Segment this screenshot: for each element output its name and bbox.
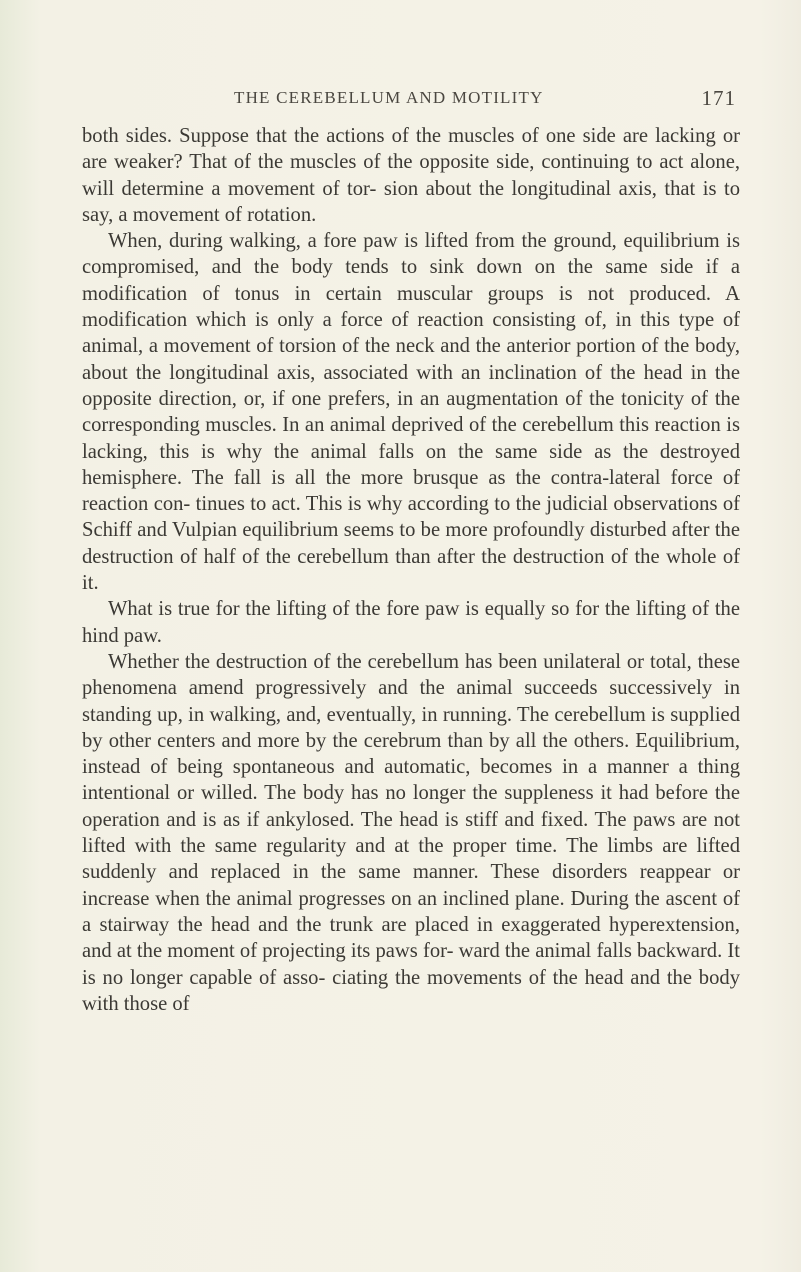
running-title: THE CEREBELLUM AND MOTILITY xyxy=(234,88,544,107)
page-number: 171 xyxy=(701,86,736,110)
body-text xyxy=(82,123,740,1017)
running-head xyxy=(82,88,742,112)
paragraph: When, during walking, a fore paw is lifted from the ground, equilibrium is compromised, and the body tends to sink down on the same side if a modification of tonus in certain muscular groups is not produced. A modification which is only a force of reaction consisting of, in this type of animal, a movement of torsion of the neck and the anterior portion of the body, about the longitudinal axis, associated with an inclination of the head in the opposite direction, or, if one prefers, in an augmentation of the tonicity of the corresponding muscles. In an animal deprived of the cerebellum this reaction is lacking, this is why the animal falls on the same side as the destroyed hemisphere. The fall is all the more brusque as the contra-lateral force of reaction con- tinues to act. This is why according to the judicial observations of Schiff and Vulpian equilibrium seems to be more profoundly disturbed after the destruction of half of the cerebellum than after the destruction of the whole of it. xyxy=(82,230,740,595)
paragraph: What is true for the lifting of the fore paw is equally so for the lifting of the hind paw. xyxy=(82,598,740,647)
paragraph: both sides. Suppose that the actions of the muscles of one side are lacking or are weaker? That of the muscles of the opposite side, continuing to act alone, will determine a movement of tor- sion about the longitudinal axis, that is to say, a movement of rotation. xyxy=(82,125,740,226)
paragraph: Whether the destruction of the cerebellum has been unilateral or total, these phenomena amend progressively and the animal succeeds successively in standing up, in walking, and, eventually, in running. The cerebellum is supplied by other centers and more by the cerebrum than by all the others. Equilibrium, instead of being spontaneous and automatic, becomes in a manner a thing intentional or willed. The body has no longer the suppleness it had before the operation and is as if ankylosed. The head is stiff and fixed. The paws are not lifted with the same regularity and at the proper time. The limbs are lifted suddenly and replaced in the same manner. These disorders reappear or increase when the animal progresses on an inclined plane. During the ascent of a stairway the head and the trunk are placed in exaggerated hyperextension, and at the moment of projecting its paws for- ward the animal falls backward. It is no longer capable of asso- ciating the movements of the head and the body with those of xyxy=(82,650,740,1015)
